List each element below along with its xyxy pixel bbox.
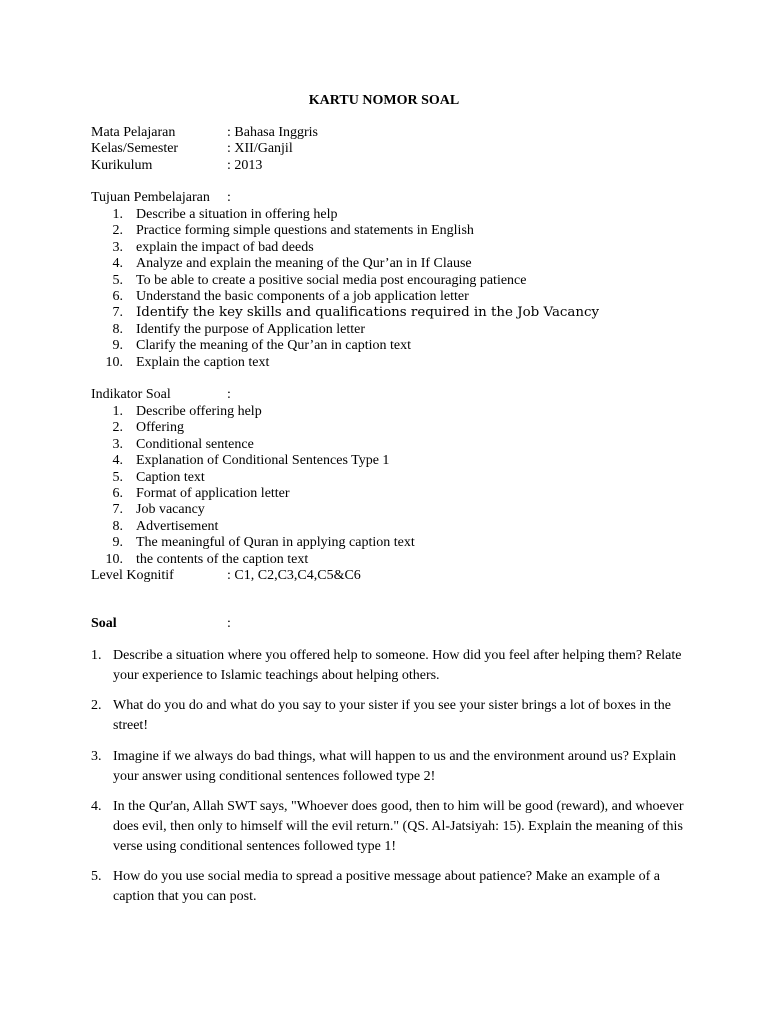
meta-value: : XII/Ganjil bbox=[227, 141, 293, 157]
list-number: 10. bbox=[105, 551, 123, 567]
indikator-colon: : bbox=[227, 387, 231, 402]
question-item bbox=[91, 747, 691, 787]
list-text: explain the impact of bad deeds bbox=[136, 239, 314, 255]
list-number: 5. bbox=[112, 272, 123, 288]
list-text: Explain the caption text bbox=[136, 354, 270, 370]
tujuan-label-text: Tujuan Pembelajaran bbox=[91, 190, 210, 205]
question-item bbox=[91, 646, 691, 686]
question-text: In the Qur'an, Allah SWT says, "Whoever does good, then to him will be good (reward), and whoever does evil, then only to himself will the evil return." (QS. Al-Jatsiyah: 15). Explain the meaning of this verse using conditional sentences followed type 1! bbox=[113, 799, 684, 854]
list-number: 9. bbox=[112, 535, 123, 551]
list-number: 4. bbox=[112, 256, 123, 272]
document-title: KARTU NOMOR SOAL bbox=[308, 93, 460, 108]
meta-label: Kelas/Semester bbox=[91, 141, 179, 157]
list-number: 8. bbox=[112, 518, 123, 534]
list-number: 9. bbox=[112, 338, 123, 354]
list-number: 7. bbox=[112, 305, 123, 321]
list-text: Understand the basic components of a job application letter bbox=[136, 288, 469, 304]
tujuan-colon: : bbox=[227, 190, 231, 205]
meta-label: Mata Pelajaran bbox=[91, 125, 176, 140]
list-text: Clarify the meaning of the Qur’an in caption text bbox=[136, 338, 411, 354]
list-number: 10. bbox=[105, 354, 123, 370]
list-number: 3. bbox=[112, 239, 123, 255]
question-text: Describe a situation where you offered help to someone. How did you feel after helping them? Relate your experience to Islamic teachings about helping others. bbox=[113, 648, 682, 683]
question-number: 3. bbox=[91, 749, 102, 764]
list-text: Format of application letter bbox=[136, 485, 290, 501]
list-number: 1. bbox=[112, 207, 123, 222]
indikator-label-text: Indikator Soal bbox=[91, 387, 171, 402]
list-number: 1. bbox=[112, 404, 123, 419]
meta-label: Kurikulum bbox=[91, 157, 153, 173]
list-text: the contents of the caption text bbox=[136, 551, 309, 567]
list-text: Job vacancy bbox=[136, 502, 205, 518]
list-text: Offering bbox=[136, 420, 184, 436]
list-text: Identify the purpose of Application letter bbox=[136, 321, 365, 337]
question-text: Imagine if we always do bad things, what will happen to us and the environment around us? Explain your answer using conditional sentences followed type 2! bbox=[113, 749, 676, 784]
meta-value: : Bahasa Inggris bbox=[227, 125, 318, 140]
list-text: Conditional sentence bbox=[136, 436, 254, 452]
question-number: 4. bbox=[91, 799, 102, 814]
question-number: 5. bbox=[91, 869, 102, 884]
question-item bbox=[91, 696, 691, 736]
question-text: What do you do and what do you say to your sister if you see your sister brings a lot of boxes in the street! bbox=[113, 698, 671, 733]
question-number: 1. bbox=[91, 648, 102, 663]
list-text: Identify the key skills and qualifications required in the Job Vacancy bbox=[136, 305, 600, 321]
question-item bbox=[91, 797, 691, 856]
list-text: Advertisement bbox=[136, 518, 219, 534]
question-item bbox=[91, 867, 691, 907]
indikator-label bbox=[91, 387, 231, 403]
tujuan-label bbox=[91, 190, 231, 206]
list-number: 5. bbox=[112, 469, 123, 485]
list-text: Describe a situation in offering help bbox=[136, 207, 338, 222]
list-number: 3. bbox=[112, 436, 123, 452]
soal-colon: : bbox=[227, 616, 231, 631]
list-text: Explanation of Conditional Sentences Type 1 bbox=[136, 453, 390, 469]
list-number: 2. bbox=[112, 223, 123, 239]
list-number: 4. bbox=[112, 453, 123, 469]
list-text: Caption text bbox=[136, 469, 205, 485]
list-text: Describe offering help bbox=[136, 404, 262, 419]
list-number: 2. bbox=[112, 420, 123, 436]
level-label: Level Kognitif bbox=[91, 568, 174, 583]
list-number: 6. bbox=[112, 288, 123, 304]
list-number: 6. bbox=[112, 485, 123, 501]
level-value: : C1, C2,C3,C4,C5&C6 bbox=[227, 568, 361, 583]
meta-value: : 2013 bbox=[227, 157, 263, 173]
question-number: 2. bbox=[91, 698, 102, 713]
question-text: How do you use social media to spread a positive message about patience? Make an example of a caption that you can post. bbox=[113, 869, 660, 904]
soal-heading: Soal bbox=[91, 616, 117, 631]
level-kognitif bbox=[91, 568, 361, 584]
list-text: Analyze and explain the meaning of the Qur’an in If Clause bbox=[136, 256, 472, 272]
list-number: 8. bbox=[112, 321, 123, 337]
list-text: To be able to create a positive social media post encouraging patience bbox=[136, 272, 527, 288]
list-text: The meaningful of Quran in applying caption text bbox=[136, 535, 415, 551]
list-text: Practice forming simple questions and statements in English bbox=[136, 223, 474, 239]
list-number: 7. bbox=[112, 502, 123, 518]
